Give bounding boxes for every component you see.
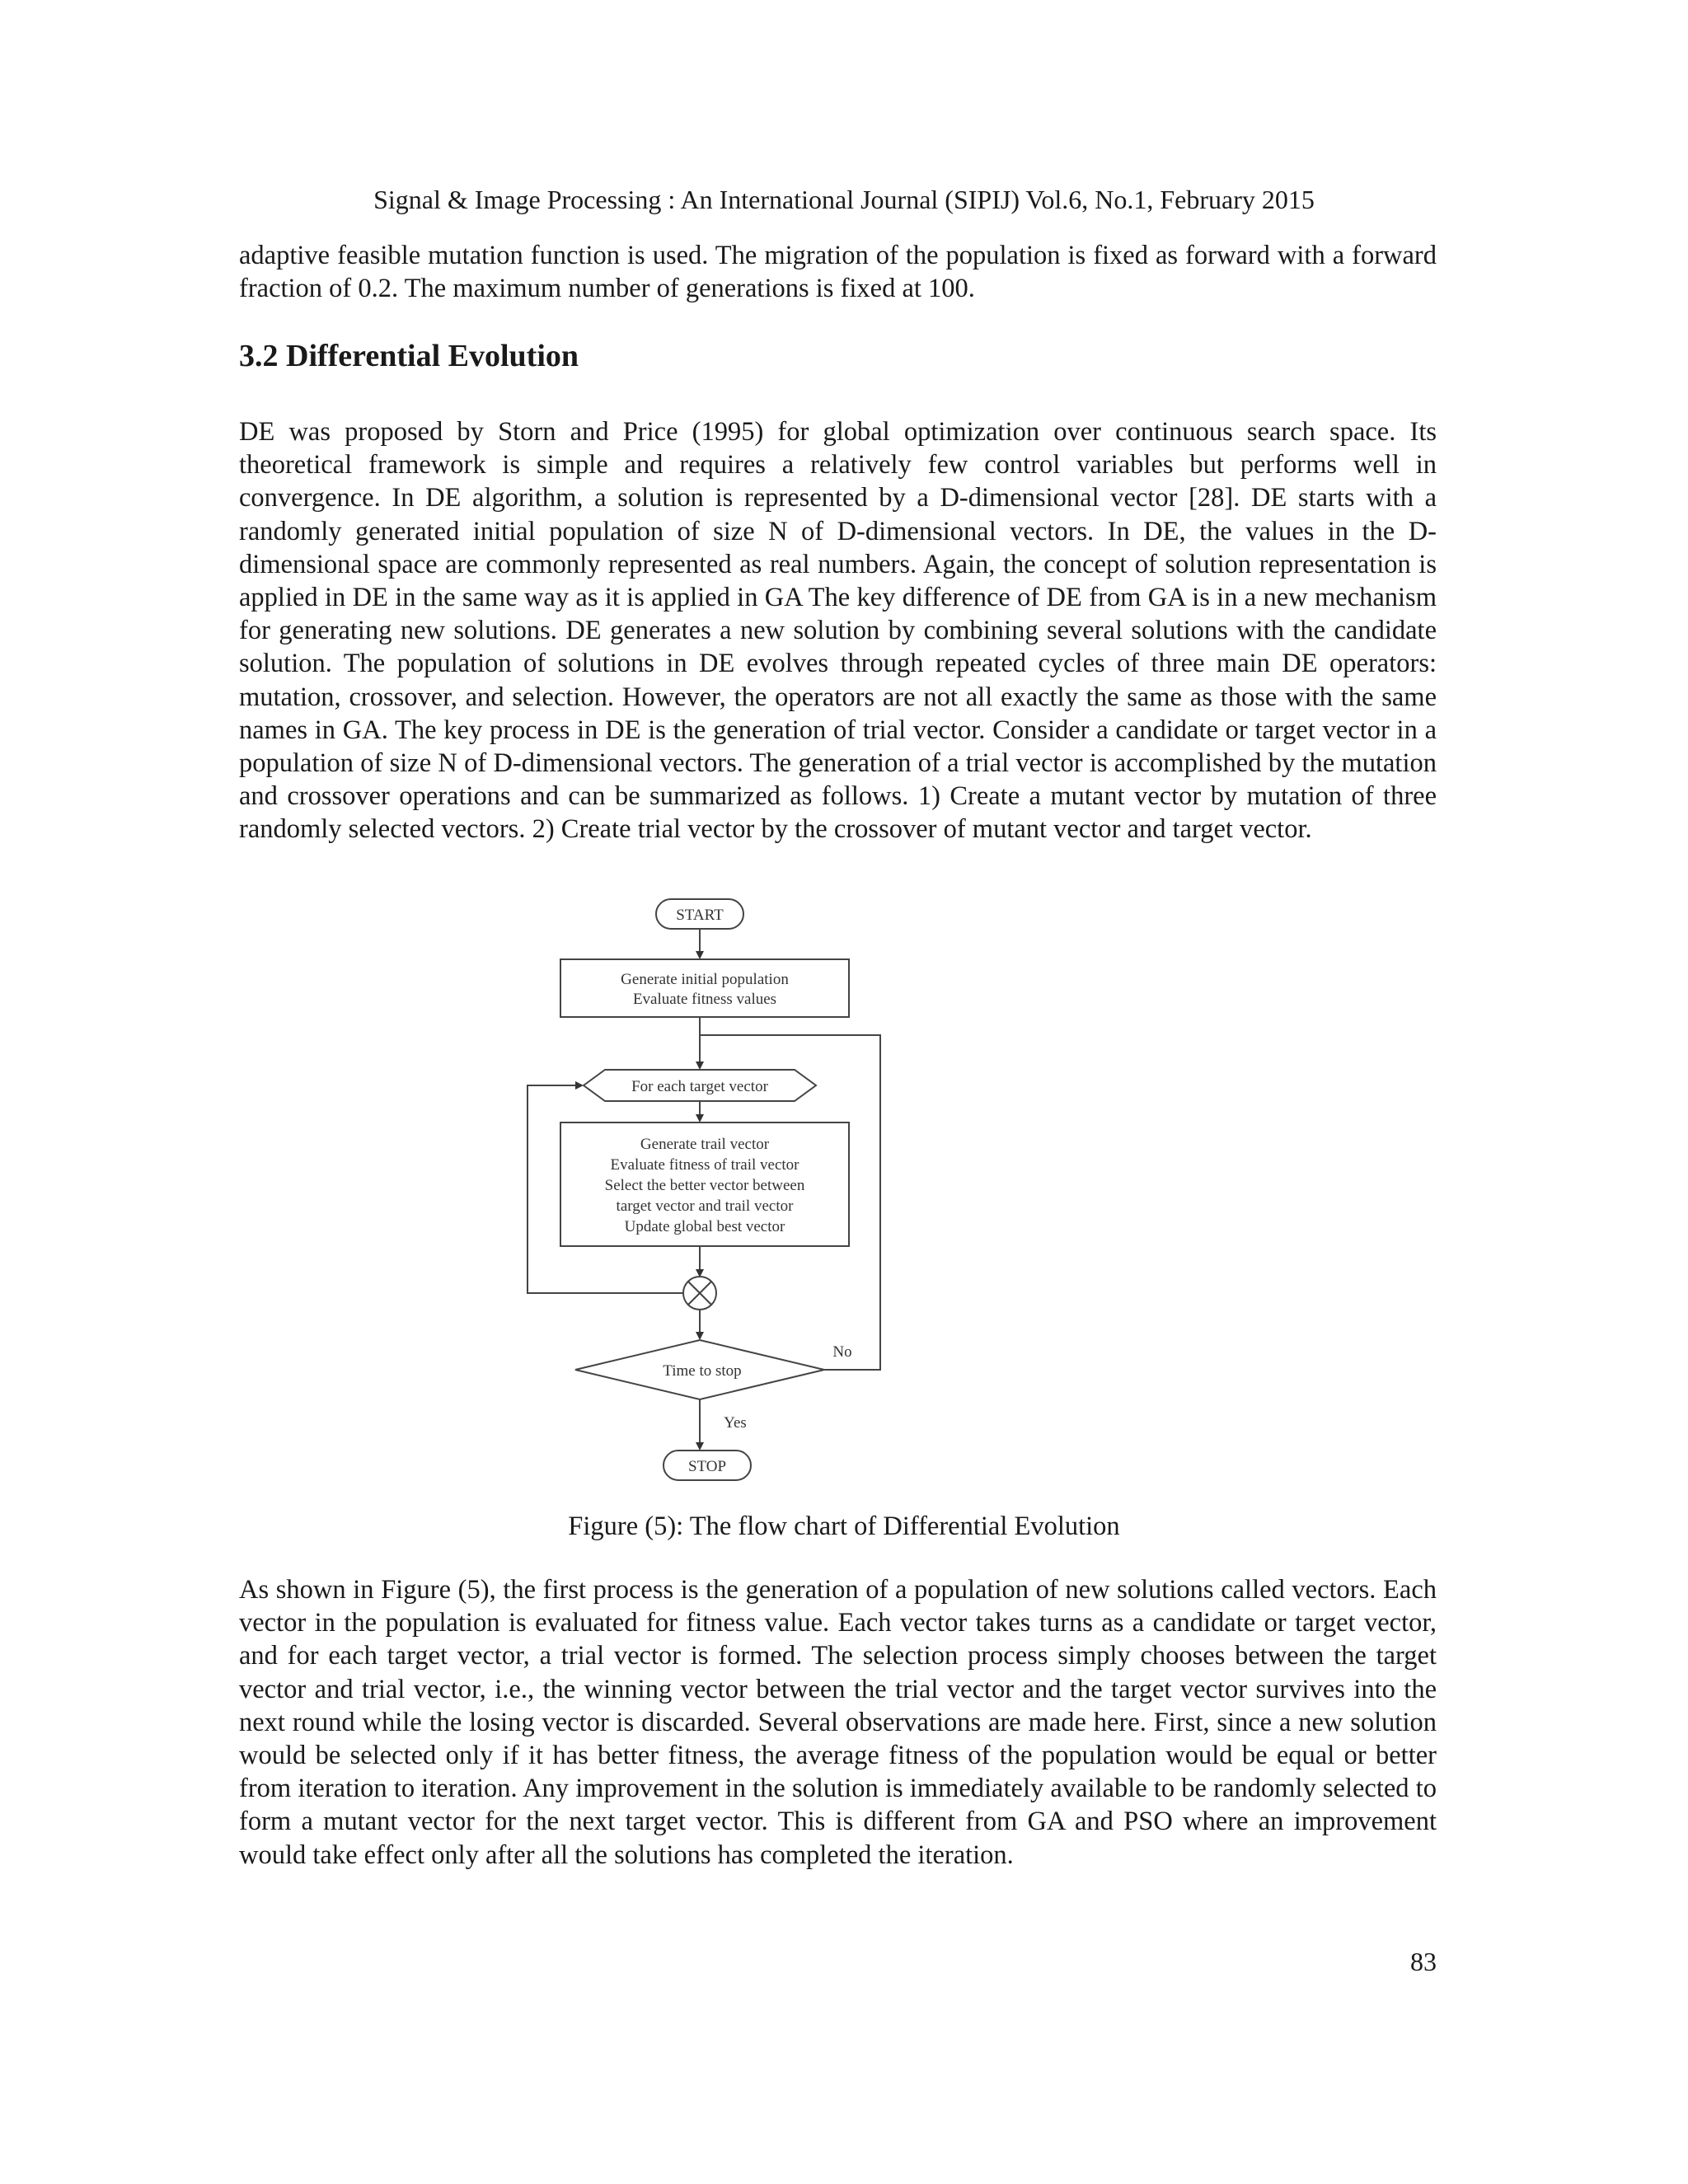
process-line-4: target vector and trail vector (616, 1197, 794, 1215)
paragraph-1-text: DE was proposed by Storn and Price (1995) for global optimization over continuous search space. Its theoretical framework is simple and requires a relatively few control variables but performs well in convergence. In DE algorithm, a solution is represented by a D-dimensional vector [28]. DE starts with a randomly generated initial population of size N of D-dimensional vectors. In DE, the values in the D-dimensional space are commonly represented as real numbers. Again, the concept of solution representation is applied in DE in the same way as it is applied in GA The key difference of DE from GA is in a new mechanism for generating new solutions. DE generates a new solution by combining several solutions with the candidate solution. The population of solutions in DE evolves through repeated cycles of three main DE operators: mutation, crossover, and selection. However, the operators are not all exactly the same as those with the same names in GA. The key process in DE is the generation of trial vector. Consider a candidate or target vector in a population of size N of D-dimensional vectors. The generation of a trial vector is accomplished by the mutation and crossover operations and can be summarized as follows. 1) Create a mutant vector by mutation of three randomly selected vectors. 2) Create trial vector by the crossover of mutant vector and target vector. (239, 417, 1437, 845)
init-line-2: Evaluate fitness values (632, 991, 777, 1008)
process-line-3: Select the better vector between (604, 1177, 805, 1194)
flowchart (511, 898, 907, 1508)
section-heading: 3.2 Differential Evolution (239, 339, 579, 373)
process-line-5: Update global best vector (624, 1218, 785, 1235)
page-number: 83 (1410, 1947, 1437, 1976)
init-line-1: Generate initial population (621, 971, 789, 988)
paragraph-1 (239, 415, 1437, 846)
init-box (560, 959, 849, 1017)
start-label: START (676, 907, 724, 924)
process-line-2: Evaluate fitness of trail vector (610, 1156, 799, 1174)
decision-label: Time to stop (663, 1362, 742, 1380)
paragraph-2-text: As shown in Figure (5), the first process is the generation of a population of new solutions called vectors. Each vector in the population is evaluated for fitness value. Each vector takes turns as a candidate or target vector, and for each target vector, a trial vector is formed. The selection process simply chooses between the target vector and trial vector, i.e., the winning vector between the trial vector and the target vector survives into the next round while the losing vector is discarded. Several observations are made here. First, since a new solution would be selected only if it has better fitness, the average fitness of the population would be equal or better from iteration to iteration. Any improvement in the solution is immediately available to be randomly selected to form a mutant vector for the next target vector. This is different from GA and PSO where an improvement would take effect only after all the solutions has completed the iteration. (239, 1575, 1437, 1870)
paragraph-2 (239, 1573, 1437, 1872)
intro-text: adaptive feasible mutation function is used. The migration of the population is fixed as forward with a forward fraction of 0.2. The maximum number of generations is fixed at 100. (239, 241, 1437, 304)
figure-caption: Figure (5): The flow chart of Differential Evolution (568, 1511, 1120, 1541)
intro-paragraph (239, 239, 1437, 305)
journal-header: Signal & Image Processing : An International Journal (SIPIJ) Vol.6, No.1, February 2015 (373, 185, 1315, 214)
no-label: No (832, 1343, 852, 1361)
stop-label: STOP (687, 1458, 727, 1475)
loop-label: For each target vector (631, 1078, 768, 1095)
process-line-1: Generate trail vector (640, 1136, 770, 1153)
yes-label: Yes (724, 1414, 747, 1432)
